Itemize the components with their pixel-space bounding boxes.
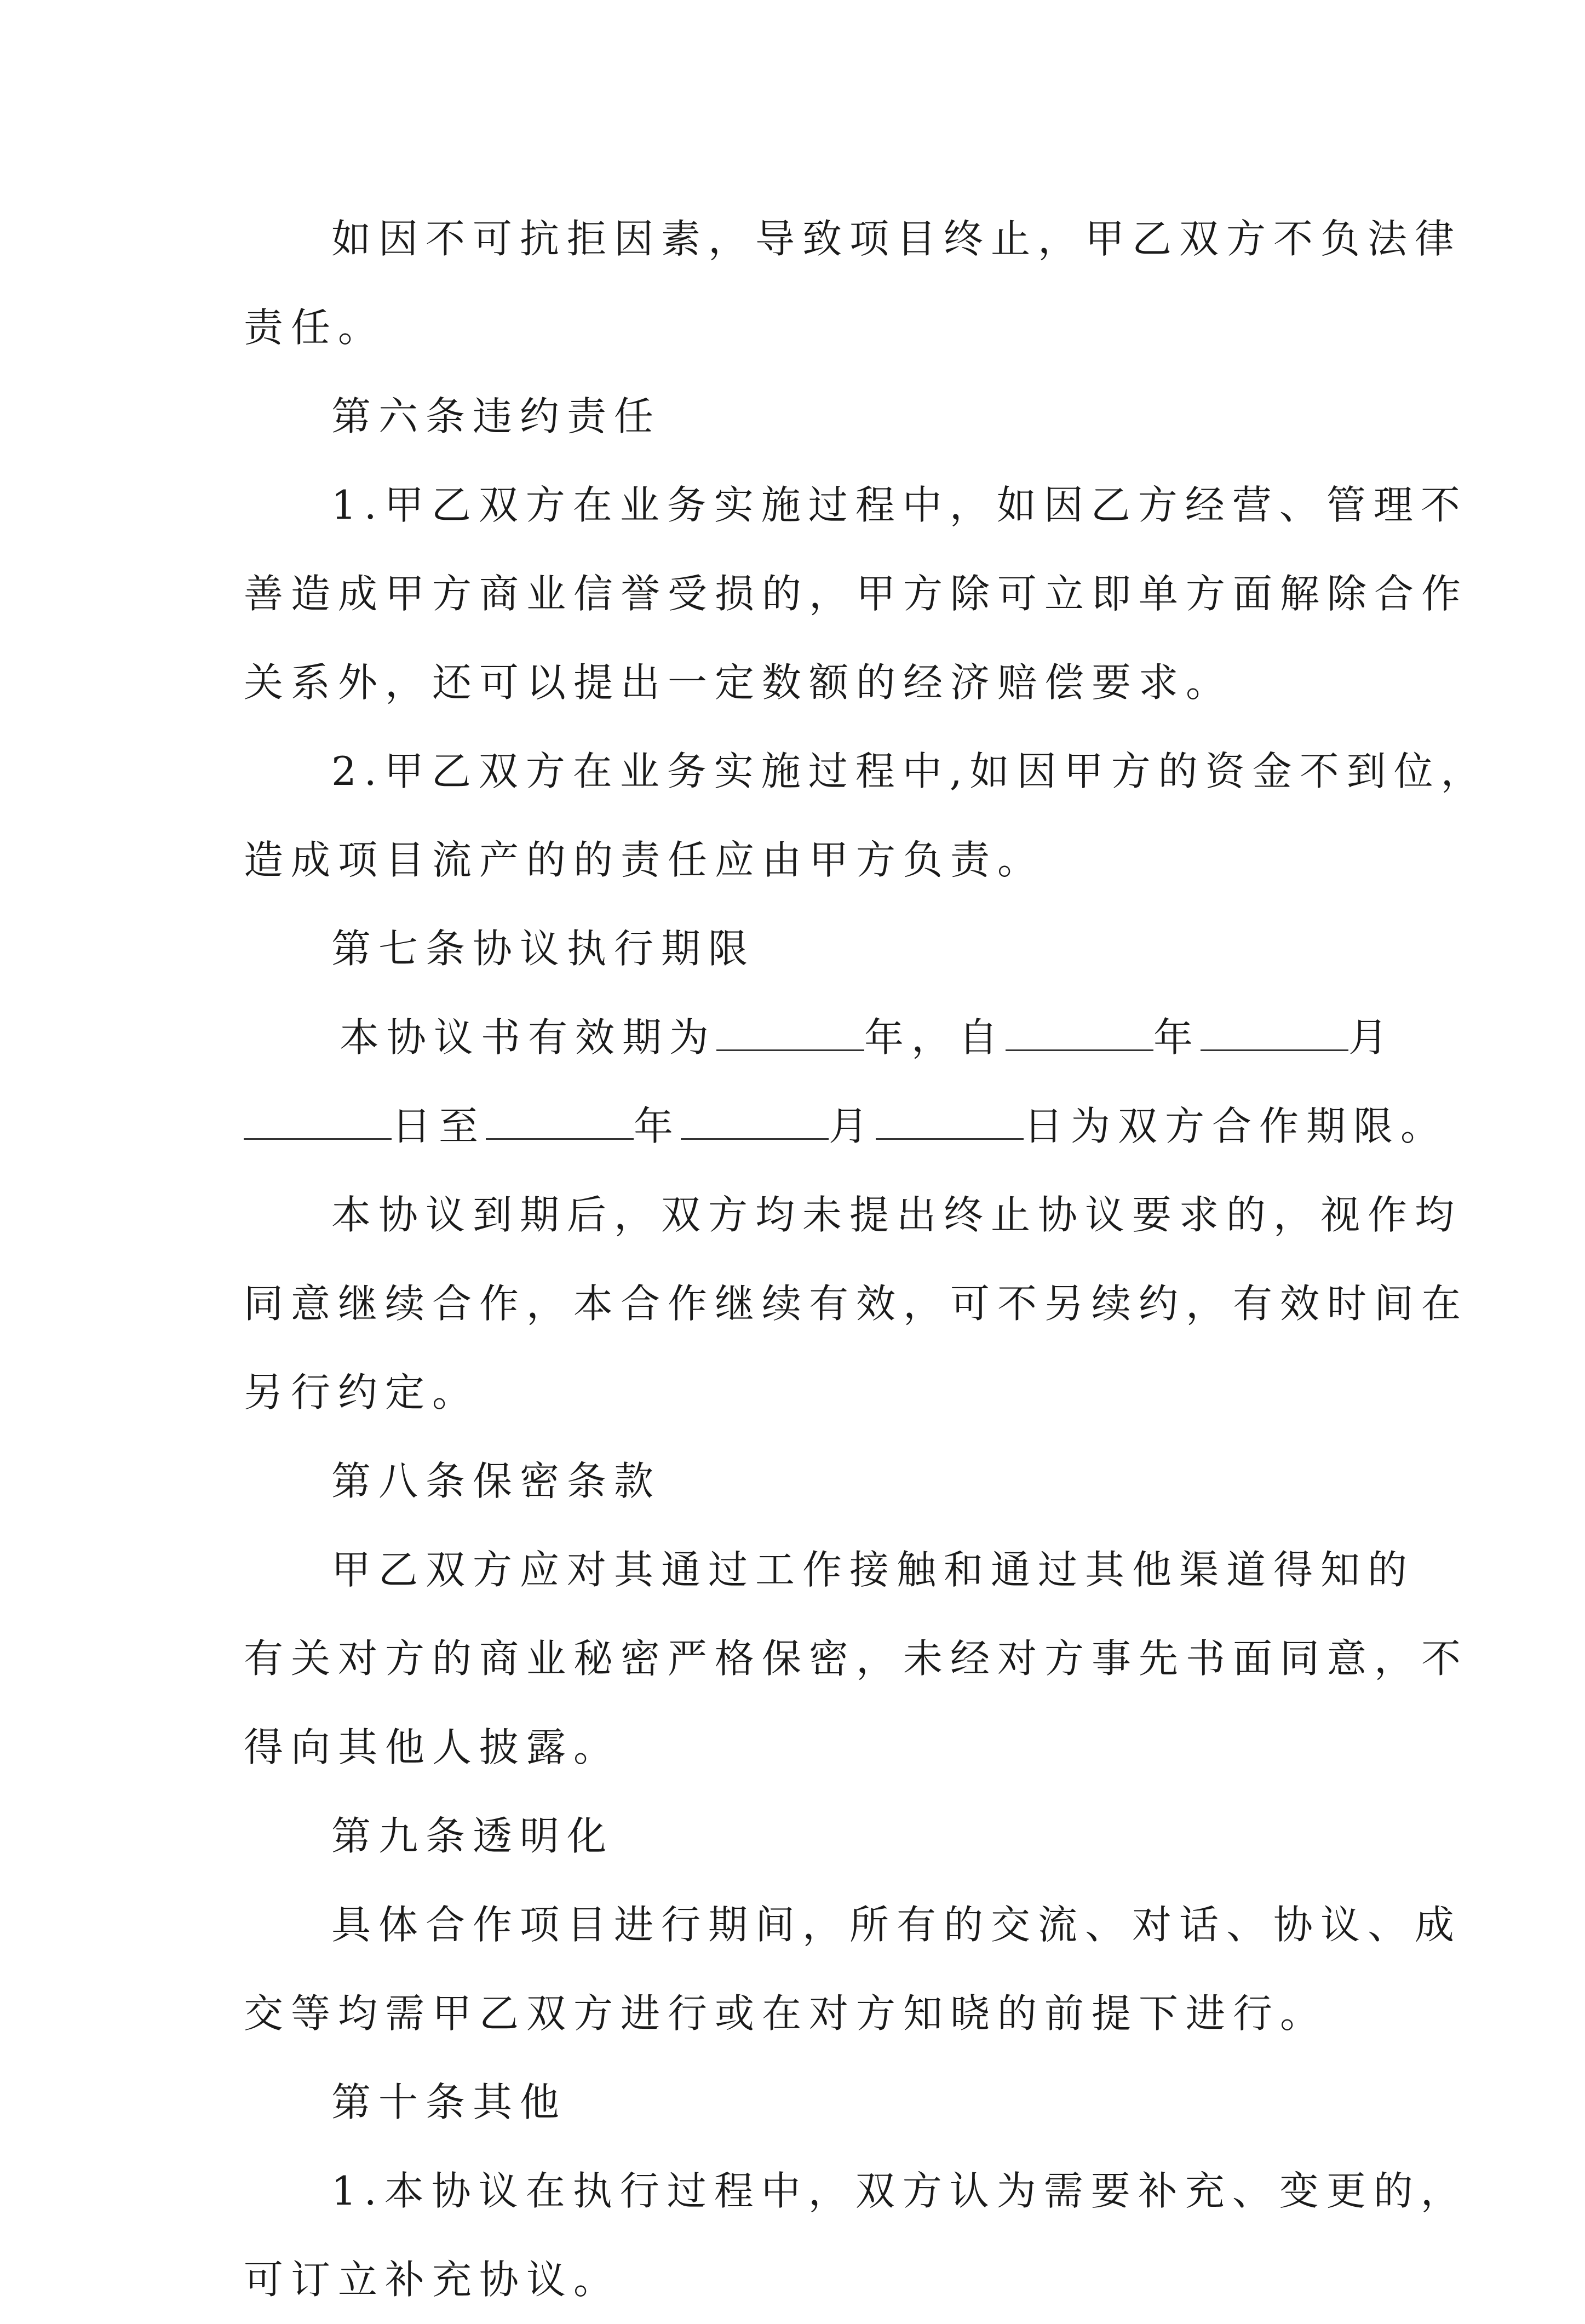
section-heading: 第六条违约责任 (331, 393, 662, 439)
term-text: 年 (634, 1103, 681, 1149)
blank-field-start-year[interactable] (1006, 1017, 1153, 1051)
text-line: 2.甲乙双方在业务实施过程中,如因甲方的资金不到位， (331, 748, 1488, 794)
text-line: 交等均需甲乙双方进行或在对方知晓的前提下进行。 (244, 1990, 1328, 2036)
term-text: 本协议书有效期为 (340, 1014, 717, 1060)
text-line-with-blanks (244, 1082, 1448, 1170)
article-10-heading (244, 2058, 1361, 2147)
blank-field-years[interactable] (716, 1017, 864, 1051)
term-text: 日为双方合作期限。 (1024, 1103, 1448, 1149)
term-text: 月 (829, 1103, 876, 1149)
article-9-heading (244, 1792, 1361, 1880)
text-line: 造成项目流产的的责任应由甲方负责。 (244, 837, 1045, 883)
document-page (244, 194, 1488, 2324)
section-heading: 第九条透明化 (331, 1813, 615, 1859)
article-6-item-1 (244, 461, 1469, 727)
text-line: 有关对方的商业秘密严格保密，未经对方事先书面同意，不 (244, 1636, 1469, 1682)
article-8-body (244, 1525, 1469, 1792)
text-line: 甲乙双方应对其通过工作接触和通过其他渠道得知的 (331, 1547, 1415, 1593)
blank-field-end-day[interactable] (876, 1105, 1024, 1140)
article-7-term (244, 993, 1448, 1170)
blank-field-end-year[interactable] (486, 1105, 634, 1140)
section-heading: 第十条其他 (331, 2079, 567, 2125)
blank-field-start-month[interactable] (1201, 1017, 1348, 1051)
article-9-body (244, 1880, 1462, 2058)
text-line: 另行约定。 (244, 1369, 480, 1415)
text-line: 1.本协议在执行过程中，双方认为需要补充、变更的， (331, 2168, 1468, 2214)
article-6-item-2 (244, 727, 1488, 904)
article-10-item-1 (244, 2147, 1468, 2324)
text-line: 如因不可抗拒因素，导致项目终止，甲乙双方不负法律 (331, 216, 1462, 262)
article-7-heading (244, 904, 1361, 993)
text-line: 善造成甲方商业信誉受损的，甲方除可立即单方面解除合作 (244, 571, 1469, 617)
section-heading: 第七条协议执行期限 (331, 926, 756, 972)
text-line: 可订立补充协议。 (244, 2257, 621, 2303)
text-line: 关系外，还可以提出一定数额的经济赔偿要求。 (244, 659, 1233, 705)
text-line: 责任。 (244, 305, 386, 351)
term-text: 年，自 (864, 1014, 1006, 1060)
article-7-renewal (244, 1170, 1469, 1437)
section-heading: 第八条保密条款 (331, 1458, 662, 1504)
text-line: 本协议到期后，双方均未提出终止协议要求的，视作均 (331, 1192, 1462, 1238)
text-line: 同意继续合作，本合作继续有效，可不另续约，有效时间在 (244, 1281, 1469, 1327)
text-line-with-blanks (244, 993, 1396, 1082)
term-text: 日至 (392, 1103, 486, 1149)
term-text: 年 (1153, 1014, 1201, 1060)
blank-field-end-month[interactable] (681, 1105, 829, 1140)
paragraph-force-majeure (244, 194, 1462, 372)
term-text: 月 (1348, 1014, 1396, 1060)
blank-field-start-day[interactable] (244, 1105, 392, 1140)
text-line: 1.甲乙双方在业务实施过程中，如因乙方经营、管理不 (331, 482, 1468, 528)
text-line: 具体合作项目进行期间，所有的交流、对话、协议、成 (331, 1902, 1462, 1948)
article-8-heading (244, 1437, 1361, 1525)
text-line: 得向其他人披露。 (244, 1724, 621, 1770)
article-6-heading (244, 372, 1361, 461)
